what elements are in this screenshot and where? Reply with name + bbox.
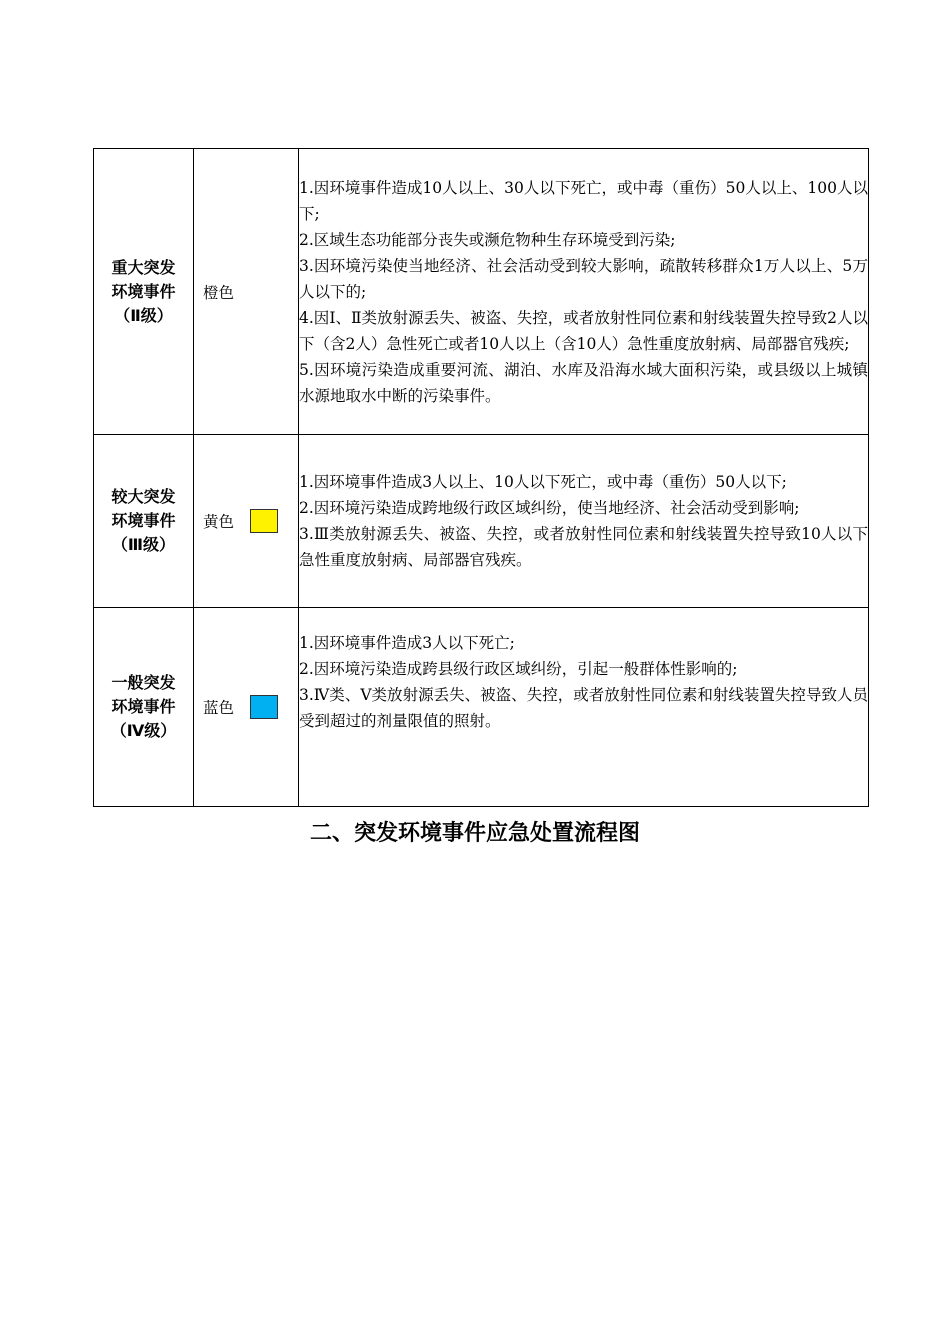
level-cell [94, 149, 194, 435]
criteria-item: 1.因环境事件造成3人以下死亡; [299, 634, 515, 652]
level-cell [94, 608, 194, 807]
criteria-cell [299, 149, 869, 435]
criteria-item: 1.因环境事件造成10人以上、30人以下死亡，或中毒（重伤）50人以上、100人以下; [299, 178, 868, 223]
table-row [94, 149, 869, 435]
level-cell [94, 435, 194, 608]
color-swatch [250, 509, 278, 533]
criteria-item: 2.因环境污染造成跨地级行政区域纠纷，使当地经济、社会活动受到影响; [299, 499, 800, 517]
criteria-cell [299, 608, 869, 807]
color-label: 橙色 [203, 283, 235, 302]
criteria-item: 2.区域生态功能部分丧失或濒危物种生存环境受到污染; [299, 230, 676, 249]
criteria-item: 2.因环境污染造成跨县级行政区域纠纷，引起一般群体性影响的; [299, 660, 738, 678]
level-name: 重大突发 环境事件 （Ⅱ级） [111, 257, 176, 325]
level-name: 一般突发 环境事件 （Ⅳ级） [110, 673, 177, 740]
color-cell [194, 608, 299, 807]
color-cell [194, 435, 299, 608]
criteria-item: 1.因环境事件造成3人以上、10人以下死亡，或中毒（重伤）50人以下; [299, 473, 787, 491]
emergency-level-table [93, 148, 869, 807]
criteria-item: 3.Ⅳ类、Ⅴ类放射源丢失、被盗、失控，或者放射性同位素和射线装置失控导致人员受到超过的剂量限值的照射。 [299, 686, 868, 730]
level-name: 较大突发 环境事件 （Ⅲ级） [111, 487, 176, 554]
section-heading: 二、突发环境事件应急处置流程图 [309, 821, 640, 846]
criteria-item: 5.因环境污染造成重要河流、湖泊、水库及沿海水域大面积污染，或县级以上城镇水源地取水中断的污染事件。 [299, 360, 868, 405]
criteria-item: 3.Ⅲ类放射源丢失、被盗、失控，或者放射性同位素和射线装置失控导致10人以下急性重度放射病、局部器官残疾。 [299, 525, 868, 569]
criteria-item: 3.因环境污染使当地经济、社会活动受到较大影响，疏散转移群众1万人以上、5万人以下的; [299, 256, 868, 301]
table-row [94, 608, 869, 807]
criteria-item: 4.因Ⅰ、Ⅱ类放射源丢失、被盗、失控，或者放射性同位素和射线装置失控导致2人以下（含2人）急性死亡或者10人以上（含10人）急性重度放射病、局部器官残疾; [299, 308, 868, 353]
color-cell [194, 149, 299, 435]
table-row [94, 435, 869, 608]
color-label: 蓝色 [203, 699, 235, 717]
color-swatch [250, 695, 278, 719]
color-label: 黄色 [203, 513, 235, 531]
criteria-cell [299, 435, 869, 608]
